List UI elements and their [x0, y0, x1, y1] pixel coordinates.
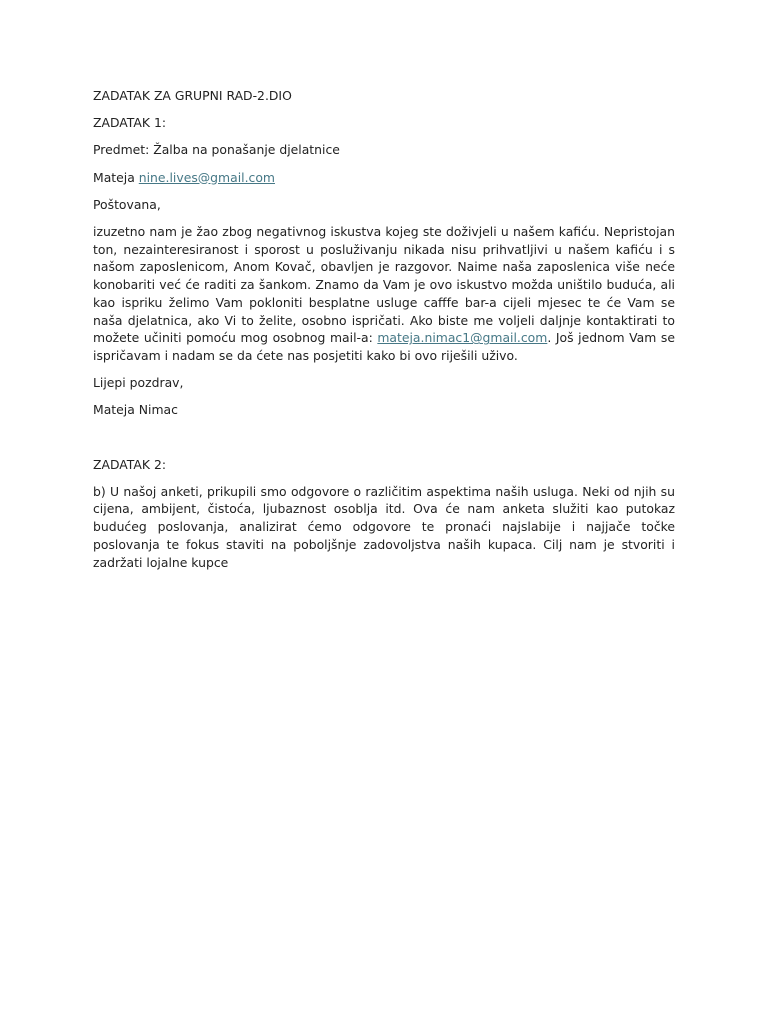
sender-line	[93, 169, 675, 187]
sender-name: Mateja	[93, 169, 135, 185]
email-signature: Mateja Nimac	[93, 402, 178, 418]
task2-body: b) U našoj anketi, prikupili smo odgovore o različitim aspektima naših usluga. Neki od njih su cijena, ambijent, čistoća, ljubaznost osoblja itd. Ova će nam anketa služiti kao putokaz budućeg poslovanja, analizirat ćemo odgovore te pronaći najslabije i najjače točke poslovanja te fokus staviti na poboljšnje zadovoljstva naših kupaca. Cilj nam je stvoriti i zadržati lojalne kupce	[93, 483, 675, 570]
sender-email-link[interactable]: nine.lives@gmail.com	[138, 169, 275, 185]
email-body-text: izuzetno nam je žao zbog negativnog iskustva kojeg ste doživjeli u našem kafiću. Nepristojan ton, nezainteresiranost i sporost u posluživanju nikada nisu prihvatljivi u našem kafiću i s našom zaposlenicom, Anom Kovač, obavljen je razgovor. Naime naša zaposlenica više neće konobariti već će raditi za šankom. Znamo da Vam je ovo iskustvo možda uništilo buduća, ali kao ispriku želimo Vam pokloniti besplatne usluge cafffe bar-a cijeli mjesec te će Vam se naša djelatnica, ako Vi to želite, osobno ispričati. Ako biste me voljeli daljnje kontaktirati to možete učiniti pomoću mog osobnog mail-a:	[93, 224, 675, 346]
task2-label: ZADATAK 2:	[93, 456, 167, 472]
personal-email-link[interactable]: mateja.nimac1@gmail.com	[377, 330, 548, 346]
section-spacer	[93, 429, 675, 456]
document-content	[93, 87, 675, 581]
task1-label: ZADATAK 1:	[93, 115, 167, 131]
email-body-text-end: . Još jednom Vam se ispričavam i nadam se da ćete nas posjetiti kako bi ovo riješili uživo.	[93, 330, 675, 363]
email-subject: Predmet: Žalba na ponašanje djelatnice	[93, 142, 340, 158]
email-greeting: Poštovana,	[93, 196, 161, 212]
email-body	[93, 223, 675, 365]
email-closing: Lijepi pozdrav,	[93, 375, 184, 391]
document-heading: ZADATAK ZA GRUPNI RAD-2.DIO	[93, 88, 292, 103]
